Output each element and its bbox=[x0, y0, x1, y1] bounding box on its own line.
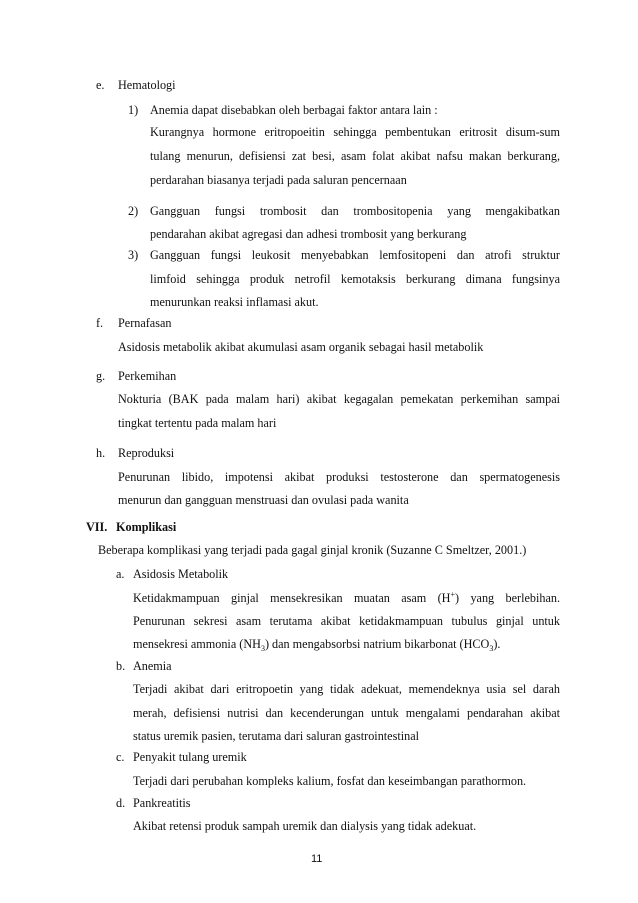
section-title-pernafasan: Pernafasan bbox=[118, 316, 172, 330]
paragraph-line: Terjadi akibat dari eritropoetin yang tidak adekuat, memendeknya usia sel darah bbox=[133, 682, 560, 696]
paragraph-line: Gangguan fungsi leukosit menyebabkan lemfositopeni dan atrofi struktur bbox=[150, 248, 560, 262]
paragraph-line: perdarahan biasanya terjadi pada saluran pencernaan bbox=[150, 173, 407, 187]
paragraph-line: status uremik pasien, terutama dari saluran gastrointestinal bbox=[133, 729, 419, 743]
page-number: 11 bbox=[311, 853, 323, 865]
section-heading-komplikasi: Komplikasi bbox=[116, 520, 177, 534]
paragraph-line: pendarahan akibat agregasi dan adhesi trombosit yang berkurang bbox=[150, 227, 467, 241]
list-number: 2) bbox=[128, 204, 139, 218]
paragraph-line: Penurunan sekresi asam terutama akibat ketidakmampuan tubulus ginjal untuk bbox=[133, 614, 560, 628]
paragraph-line: Gangguan fungsi trombosit dan trombositopenia yang mengakibatkan bbox=[150, 204, 560, 218]
text-run: mensekresi ammonia (NH bbox=[133, 637, 261, 651]
subscript: 3 bbox=[260, 644, 265, 653]
list-marker: b. bbox=[116, 659, 126, 673]
paragraph-line: limfoid sehingga produk netrofil kemotaksis berkurang dimana fungsinya bbox=[150, 272, 560, 286]
list-number: 3) bbox=[128, 248, 139, 262]
paragraph-line: Penurunan libido, impotensi akibat produksi testosterone dan spermatogenesis bbox=[118, 470, 560, 484]
list-item-lead: Anemia dapat disebabkan oleh berbagai faktor antara lain : bbox=[150, 103, 438, 117]
section-title-hematologi: Hematologi bbox=[118, 78, 176, 92]
subsection-title-asidosis: Asidosis Metabolik bbox=[133, 567, 229, 581]
komplikasi-intro: Beberapa komplikasi yang terjadi pada gagal ginjal kronik (Suzanne C Smeltzer, 2001.) bbox=[98, 543, 527, 557]
paragraph-line: Kurangnya hormone eritropoeitin sehingga pembentukan eritrosit disum-sum bbox=[150, 125, 560, 139]
text-run: ) yang berlebihan. bbox=[455, 591, 561, 605]
subscript: 3 bbox=[489, 644, 494, 653]
subsection-title-tulang-uremik: Penyakit tulang uremik bbox=[133, 750, 247, 764]
list-number: 1) bbox=[128, 103, 139, 117]
text-run: ) dan mengabsorbsi natrium bikarbonat (HCO bbox=[264, 637, 490, 651]
paragraph-line: tulang menurun, defisiensi zat besi, asam folat akibat nafsu makan berkurang, bbox=[150, 149, 560, 163]
heading-number: VII. bbox=[86, 520, 108, 534]
paragraph-line: Asidosis metabolik akibat akumulasi asam organik sebagai hasil metabolik bbox=[118, 340, 484, 354]
text-run: ). bbox=[493, 637, 501, 651]
paragraph-line bbox=[133, 634, 500, 655]
paragraph-line: menurunkan reaksi inflamasi akut. bbox=[150, 295, 319, 309]
list-marker: a. bbox=[116, 567, 125, 581]
list-marker: g. bbox=[96, 369, 106, 383]
paragraph-line: menurun dan gangguan menstruasi dan ovulasi pada wanita bbox=[118, 493, 409, 507]
paragraph-line bbox=[133, 588, 560, 609]
paragraph-line: Akibat retensi produk sampah uremik dan dialysis yang tidak adekuat. bbox=[133, 819, 477, 833]
subsection-title-anemia: Anemia bbox=[133, 659, 172, 673]
superscript: + bbox=[450, 590, 456, 599]
section-title-perkemihan: Perkemihan bbox=[118, 369, 177, 383]
text-run: Ketidakmampuan ginjal mensekresikan muatan asam (H bbox=[133, 591, 451, 605]
paragraph-line: Terjadi dari perubahan kompleks kalium, fosfat dan keseimbangan parathormon. bbox=[133, 774, 527, 788]
section-title-reproduksi: Reproduksi bbox=[118, 446, 175, 460]
list-marker: c. bbox=[116, 750, 125, 764]
paragraph-line: tingkat tertentu pada malam hari bbox=[118, 416, 277, 430]
list-marker: h. bbox=[96, 446, 106, 460]
list-marker: d. bbox=[116, 796, 126, 810]
list-marker: e. bbox=[96, 78, 105, 92]
list-marker: f. bbox=[96, 316, 104, 330]
subsection-title-pankreatitis: Pankreatitis bbox=[133, 796, 191, 810]
paragraph-line: Nokturia (BAK pada malam hari) akibat kegagalan pemekatan perkemihan sampai bbox=[118, 392, 560, 406]
paragraph-line: merah, defisiensi nutrisi dan kecenderungan untuk mengalami pendarahan akibat bbox=[133, 706, 560, 720]
